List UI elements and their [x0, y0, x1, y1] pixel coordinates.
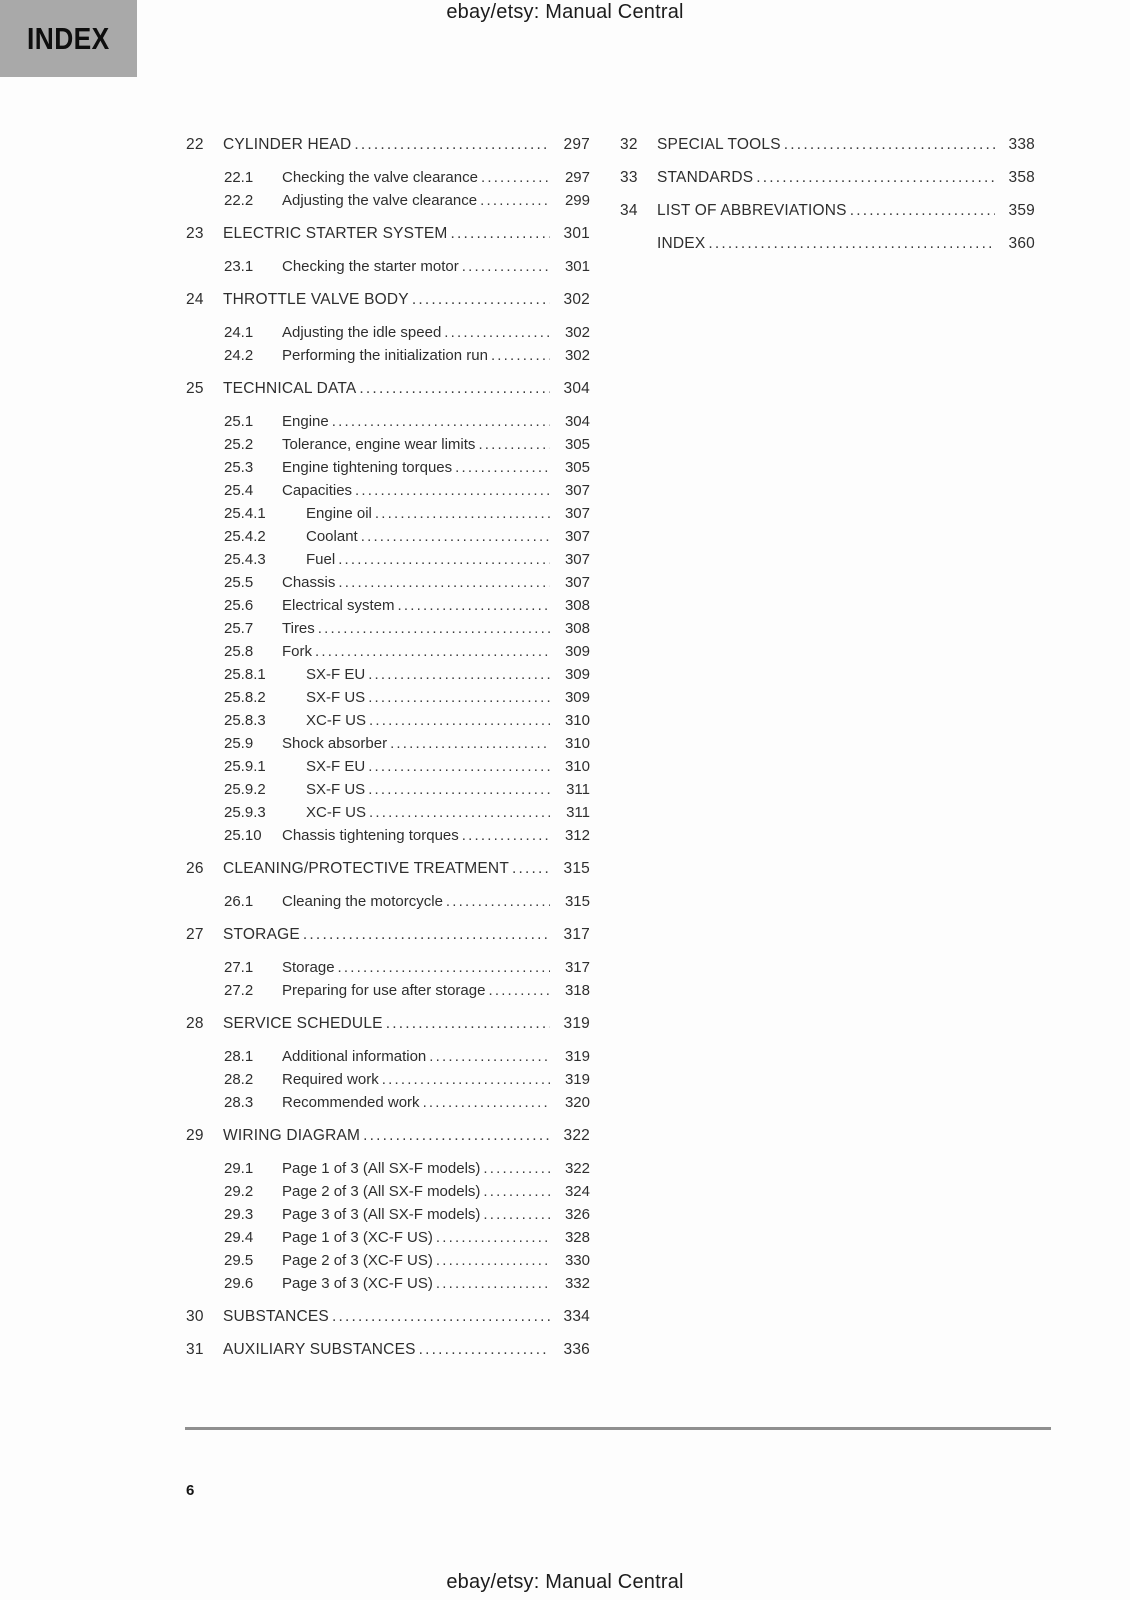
header-title: ebay/etsy: Manual Central [446, 1, 684, 23]
toc-entry [186, 377, 590, 400]
toc-entry [620, 232, 1035, 255]
toc-leader-dots [386, 1012, 550, 1035]
toc-entry-number: 24 [186, 291, 204, 308]
toc-entry-title: Engine oil [306, 505, 372, 522]
toc-leader-dots [355, 479, 550, 502]
toc-entry-page: 319 [564, 1071, 590, 1088]
toc-entry-number: 25 [186, 380, 204, 397]
toc-entry-title: SX-F EU [306, 758, 366, 775]
toc-leader-dots [451, 222, 550, 245]
toc-entry-title: Coolant [306, 528, 358, 545]
page-number: 6 [186, 1482, 195, 1499]
toc-entry [186, 755, 590, 778]
toc-leader-dots [444, 321, 550, 344]
toc-entry-title: Tolerance, engine wear limits [282, 436, 476, 453]
footer-title: ebay/etsy: Manual Central [446, 1571, 684, 1593]
toc-entry-number: 28.1 [224, 1048, 254, 1065]
toc-entry [186, 456, 590, 479]
toc-entry [186, 525, 590, 548]
toc-entry-page: 318 [564, 982, 590, 999]
toc-entry-number: 24.2 [224, 347, 254, 364]
toc-leader-dots [436, 1249, 550, 1272]
toc-entry-page: 328 [564, 1229, 590, 1246]
toc-entry [186, 1305, 590, 1328]
toc-entry-number: 22 [186, 136, 204, 153]
toc-leader-dots [708, 232, 995, 255]
toc-entry-title: Performing the initialization run [282, 347, 488, 364]
toc-entry [620, 166, 1035, 189]
toc-leader-dots [368, 686, 550, 709]
toc-entry [186, 1203, 590, 1226]
toc-entry-page: 334 [563, 1308, 590, 1325]
toc-entry [186, 1012, 590, 1035]
toc-entry-title: SERVICE SCHEDULE [223, 1015, 383, 1032]
toc-entry [186, 778, 590, 801]
toc-entry-number: 25.4 [224, 482, 254, 499]
toc-entry [186, 222, 590, 245]
toc-entry-page: 309 [564, 689, 590, 706]
toc-entry [186, 594, 590, 617]
toc-entry-number: 28.2 [224, 1071, 254, 1088]
toc-entry-page: 320 [564, 1094, 590, 1111]
toc-entry-page: 317 [564, 959, 590, 976]
toc-entry-number: 25.7 [224, 620, 254, 637]
toc-entry-page: 302 [564, 347, 590, 364]
toc-entry-title: Chassis tightening torques [282, 827, 459, 844]
toc-leader-dots [369, 709, 550, 732]
toc-entry-page: 315 [564, 893, 590, 910]
toc-entry-number: 25.4.3 [224, 551, 266, 568]
toc-entry-number: 28 [186, 1015, 204, 1032]
toc-entry-page: 309 [564, 643, 590, 660]
toc-leader-dots [390, 732, 550, 755]
toc-entry-title: Capacities [282, 482, 353, 499]
toc-leader-dots [398, 594, 550, 617]
toc-entry [186, 288, 590, 311]
toc-entry [186, 857, 590, 880]
toc-entry-number: 25.9.1 [224, 758, 266, 775]
toc-entry-page: 305 [564, 436, 590, 453]
toc-entry-title: Adjusting the valve clearance [282, 192, 478, 209]
toc-leader-dots [338, 956, 550, 979]
toc-entry-page: 304 [564, 413, 590, 430]
toc-entry-page: 332 [564, 1275, 590, 1292]
toc-entry-number: 29 [186, 1127, 204, 1144]
toc-entry-page: 302 [563, 291, 590, 308]
toc-entry [620, 133, 1035, 156]
toc-entry-page: 310 [564, 758, 590, 775]
toc-entry-title: Page 2 of 3 (XC-F US) [282, 1252, 433, 1269]
toc-entry [186, 571, 590, 594]
toc-entry [186, 502, 590, 525]
toc-entry-page: 310 [564, 735, 590, 752]
toc-entry-number: 26.1 [224, 893, 254, 910]
toc-entry [186, 1091, 590, 1114]
toc-entry-title: LIST OF ABBREVIATIONS [657, 202, 847, 219]
toc-leader-dots [375, 502, 550, 525]
toc-leader-dots [423, 1091, 550, 1114]
toc-entry [186, 709, 590, 732]
toc-entry-title: Preparing for use after storage [282, 982, 486, 999]
toc-leader-dots [361, 525, 550, 548]
toc-leader-dots [480, 189, 550, 212]
toc-leader-dots [483, 1180, 550, 1203]
toc-entry-number: 28.3 [224, 1094, 254, 1111]
toc-leader-dots [446, 890, 550, 913]
toc-entry-page: 297 [564, 169, 590, 186]
index-tab [0, 0, 137, 77]
toc-entry-page: 319 [564, 1048, 590, 1065]
toc-leader-dots [368, 778, 550, 801]
toc-leader-dots [784, 133, 995, 156]
toc-entry-title: Engine [282, 413, 329, 430]
toc-leader-dots [368, 663, 550, 686]
toc-entry-page: 358 [1008, 169, 1035, 186]
toc-entry-number: 25.4.2 [224, 528, 266, 545]
toc-leader-dots [481, 166, 550, 189]
toc-entry-title: SX-F US [306, 781, 366, 798]
toc-leader-dots [303, 923, 550, 946]
toc-leader-dots [478, 433, 550, 456]
toc-entry-page: 338 [1008, 136, 1035, 153]
toc-entry-page: 315 [563, 860, 590, 877]
toc-entry-number: 33 [620, 169, 638, 186]
toc-leader-dots [332, 1305, 550, 1328]
toc-entry-title: WIRING DIAGRAM [223, 1127, 361, 1144]
toc-entry-page: 312 [564, 827, 590, 844]
toc-entry-number: 23 [186, 225, 204, 242]
toc-entry-title: Adjusting the idle speed [282, 324, 442, 341]
toc-entry [186, 410, 590, 433]
toc-entry [186, 166, 590, 189]
toc-leader-dots [338, 571, 550, 594]
toc-entry-title: Chassis [282, 574, 336, 591]
toc-entry [186, 1124, 590, 1147]
toc-entry [186, 344, 590, 367]
toc-entry [186, 732, 590, 755]
toc-entry-page: 311 [566, 781, 590, 798]
toc-entry-title: Required work [282, 1071, 379, 1088]
toc-entry-page: 301 [563, 225, 590, 242]
toc-entry-page: 308 [564, 620, 590, 637]
toc-entry-number: 24.1 [224, 324, 254, 341]
toc-leader-dots [436, 1272, 550, 1295]
toc-entry-title: SPECIAL TOOLS [657, 136, 781, 153]
toc-entry-page: 307 [564, 528, 590, 545]
toc-leader-dots [382, 1068, 550, 1091]
toc-entry-title: Checking the valve clearance [282, 169, 478, 186]
toc-leader-dots [483, 1157, 550, 1180]
toc-entry-title: ELECTRIC STARTER SYSTEM [223, 225, 448, 242]
toc-entry-number: 34 [620, 202, 638, 219]
toc-entry [186, 890, 590, 913]
toc-entry-title: Engine tightening torques [282, 459, 453, 476]
toc-entry [186, 979, 590, 1002]
toc-entry-number: 30 [186, 1308, 204, 1325]
toc-entry-number: 25.2 [224, 436, 254, 453]
toc-entry-number: 22.1 [224, 169, 254, 186]
toc-entry [186, 1272, 590, 1295]
toc-entry-title: Fuel [306, 551, 336, 568]
toc-entry-number: 29.2 [224, 1183, 254, 1200]
toc-entry-page: 359 [1008, 202, 1035, 219]
toc-entry [186, 923, 590, 946]
toc-entry [186, 548, 590, 571]
toc-leader-dots [512, 857, 550, 880]
toc-entry-number: 25.9.3 [224, 804, 266, 821]
toc-entry-number: 29.3 [224, 1206, 254, 1223]
toc-entry-number: 25.10 [224, 827, 262, 844]
toc-entry [186, 1068, 590, 1091]
toc-entry-title: XC-F US [306, 712, 366, 729]
toc-entry [186, 617, 590, 640]
toc-entry-title: Cleaning the motorcycle [282, 893, 443, 910]
toc-entry-page: 304 [563, 380, 590, 397]
toc-entry-page: 311 [566, 804, 590, 821]
toc-entry-number: 25.3 [224, 459, 254, 476]
toc-entry-number: 25.6 [224, 597, 254, 614]
toc-entry-title: Page 3 of 3 (XC-F US) [282, 1275, 433, 1292]
toc-entry [186, 433, 590, 456]
toc-entry-number: 29.6 [224, 1275, 254, 1292]
toc-entry-number: 22.2 [224, 192, 254, 209]
toc-entry-title: STANDARDS [657, 169, 754, 186]
toc-left-column [186, 133, 590, 1371]
toc-entry-title: Additional information [282, 1048, 427, 1065]
toc-entry-title: SX-F EU [306, 666, 366, 683]
toc-entry-page: 307 [564, 574, 590, 591]
toc-entry [620, 199, 1035, 222]
toc-entry-page: 302 [564, 324, 590, 341]
toc-entry-title: Fork [282, 643, 312, 660]
toc-entry-title: Page 1 of 3 (All SX-F models) [282, 1160, 481, 1177]
toc-entry-title: Storage [282, 959, 335, 976]
toc-entry-page: 319 [563, 1015, 590, 1032]
toc-entry-title: Electrical system [282, 597, 395, 614]
toc-entry-number: 27.1 [224, 959, 254, 976]
toc-leader-dots [315, 640, 550, 663]
toc-leader-dots [369, 801, 550, 824]
toc-entry-number: 25.9 [224, 735, 254, 752]
toc-entry [186, 133, 590, 156]
toc-entry-page: 322 [564, 1160, 590, 1177]
toc-entry-title: TECHNICAL DATA [223, 380, 357, 397]
toc-entry-page: 324 [564, 1183, 590, 1200]
toc-entry-number: 29.1 [224, 1160, 254, 1177]
toc-entry [186, 1226, 590, 1249]
toc-entry-title: CLEANING/PROTECTIVE TREATMENT [223, 860, 509, 877]
toc-entry-page: 301 [564, 258, 590, 275]
toc-entry-title: AUXILIARY SUBSTANCES [223, 1341, 416, 1358]
toc-entry-number: 25.8 [224, 643, 254, 660]
toc-entry [186, 255, 590, 278]
toc-entry-page: 317 [563, 926, 590, 943]
toc-entry-number: 26 [186, 860, 204, 877]
toc-entry-page: 307 [564, 505, 590, 522]
toc-entry [186, 824, 590, 847]
toc-entry-title: Page 1 of 3 (XC-F US) [282, 1229, 433, 1246]
toc-entry-number: 29.5 [224, 1252, 254, 1269]
toc-leader-dots [363, 1124, 550, 1147]
toc-entry-title: SUBSTANCES [223, 1308, 329, 1325]
toc-entry-title: Shock absorber [282, 735, 388, 752]
toc-leader-dots [412, 288, 550, 311]
toc-entry-number: 25.8.2 [224, 689, 266, 706]
footer-rule [185, 1427, 1051, 1430]
toc-entry [186, 1157, 590, 1180]
toc-entry [186, 663, 590, 686]
toc-leader-dots [429, 1045, 550, 1068]
toc-entry [186, 321, 590, 344]
toc-entry-page: 308 [564, 597, 590, 614]
toc-entry [186, 956, 590, 979]
toc-leader-dots [354, 133, 550, 156]
toc-leader-dots [462, 255, 550, 278]
toc-leader-dots [488, 979, 550, 1002]
toc-entry-number: 25.4.1 [224, 505, 266, 522]
toc-entry-title: CYLINDER HEAD [223, 136, 352, 153]
toc-leader-dots [850, 199, 995, 222]
toc-leader-dots [332, 410, 550, 433]
toc-entry [186, 686, 590, 709]
toc-entry-number: 25.1 [224, 413, 254, 430]
toc-entry-page: 336 [563, 1341, 590, 1358]
toc-leader-dots [436, 1226, 550, 1249]
toc-entry-title: STORAGE [223, 926, 300, 943]
toc-entry [186, 1045, 590, 1068]
toc-entry-page: 360 [1008, 235, 1035, 252]
toc-entry-title: INDEX [657, 235, 706, 252]
toc-entry-page: 322 [563, 1127, 590, 1144]
toc-entry [186, 640, 590, 663]
toc-entry-title: Page 3 of 3 (All SX-F models) [282, 1206, 481, 1223]
toc-entry-number: 29.4 [224, 1229, 254, 1246]
toc-entry-title: THROTTLE VALVE BODY [223, 291, 409, 308]
toc-leader-dots [756, 166, 995, 189]
toc-entry-page: 309 [564, 666, 590, 683]
toc-entry-number: 25.8.1 [224, 666, 266, 683]
toc-entry [186, 479, 590, 502]
toc-entry-page: 297 [563, 136, 590, 153]
toc-entry-page: 299 [564, 192, 590, 209]
toc-entry-number: 25.9.2 [224, 781, 266, 798]
toc-entry-title: Recommended work [282, 1094, 420, 1111]
toc-entry-page: 307 [564, 482, 590, 499]
toc-leader-dots [462, 824, 550, 847]
toc-entry-number: 23.1 [224, 258, 254, 275]
toc-entry-page: 326 [564, 1206, 590, 1223]
toc-leader-dots [368, 755, 550, 778]
toc-entry [186, 801, 590, 824]
toc-entry-number: 25.5 [224, 574, 254, 591]
toc-leader-dots [359, 377, 550, 400]
toc-leader-dots [419, 1338, 550, 1361]
toc-leader-dots [318, 617, 550, 640]
toc-entry [186, 1338, 590, 1361]
toc-entry-number: 27 [186, 926, 204, 943]
toc-entry-number: 32 [620, 136, 638, 153]
toc-entry-title: Page 2 of 3 (All SX-F models) [282, 1183, 481, 1200]
toc-leader-dots [455, 456, 550, 479]
toc-entry-page: 307 [564, 551, 590, 568]
toc-entry-title: SX-F US [306, 689, 366, 706]
toc-entry-page: 310 [564, 712, 590, 729]
toc-entry [186, 189, 590, 212]
toc-entry-title: Checking the starter motor [282, 258, 459, 275]
toc-entry-number: 27.2 [224, 982, 254, 999]
toc-leader-dots [483, 1203, 550, 1226]
toc-entry [186, 1180, 590, 1203]
toc-entry [186, 1249, 590, 1272]
toc-entry-page: 330 [564, 1252, 590, 1269]
index-tab-label: INDEX [27, 20, 110, 56]
toc-leader-dots [491, 344, 550, 367]
toc-leader-dots [338, 548, 550, 571]
toc-entry-page: 305 [564, 459, 590, 476]
toc-entry-number: 25.8.3 [224, 712, 266, 729]
toc-right-column [620, 133, 1035, 265]
toc-entry-title: Tires [282, 620, 315, 637]
toc-entry-number: 31 [186, 1341, 204, 1358]
toc-entry-title: XC-F US [306, 804, 366, 821]
